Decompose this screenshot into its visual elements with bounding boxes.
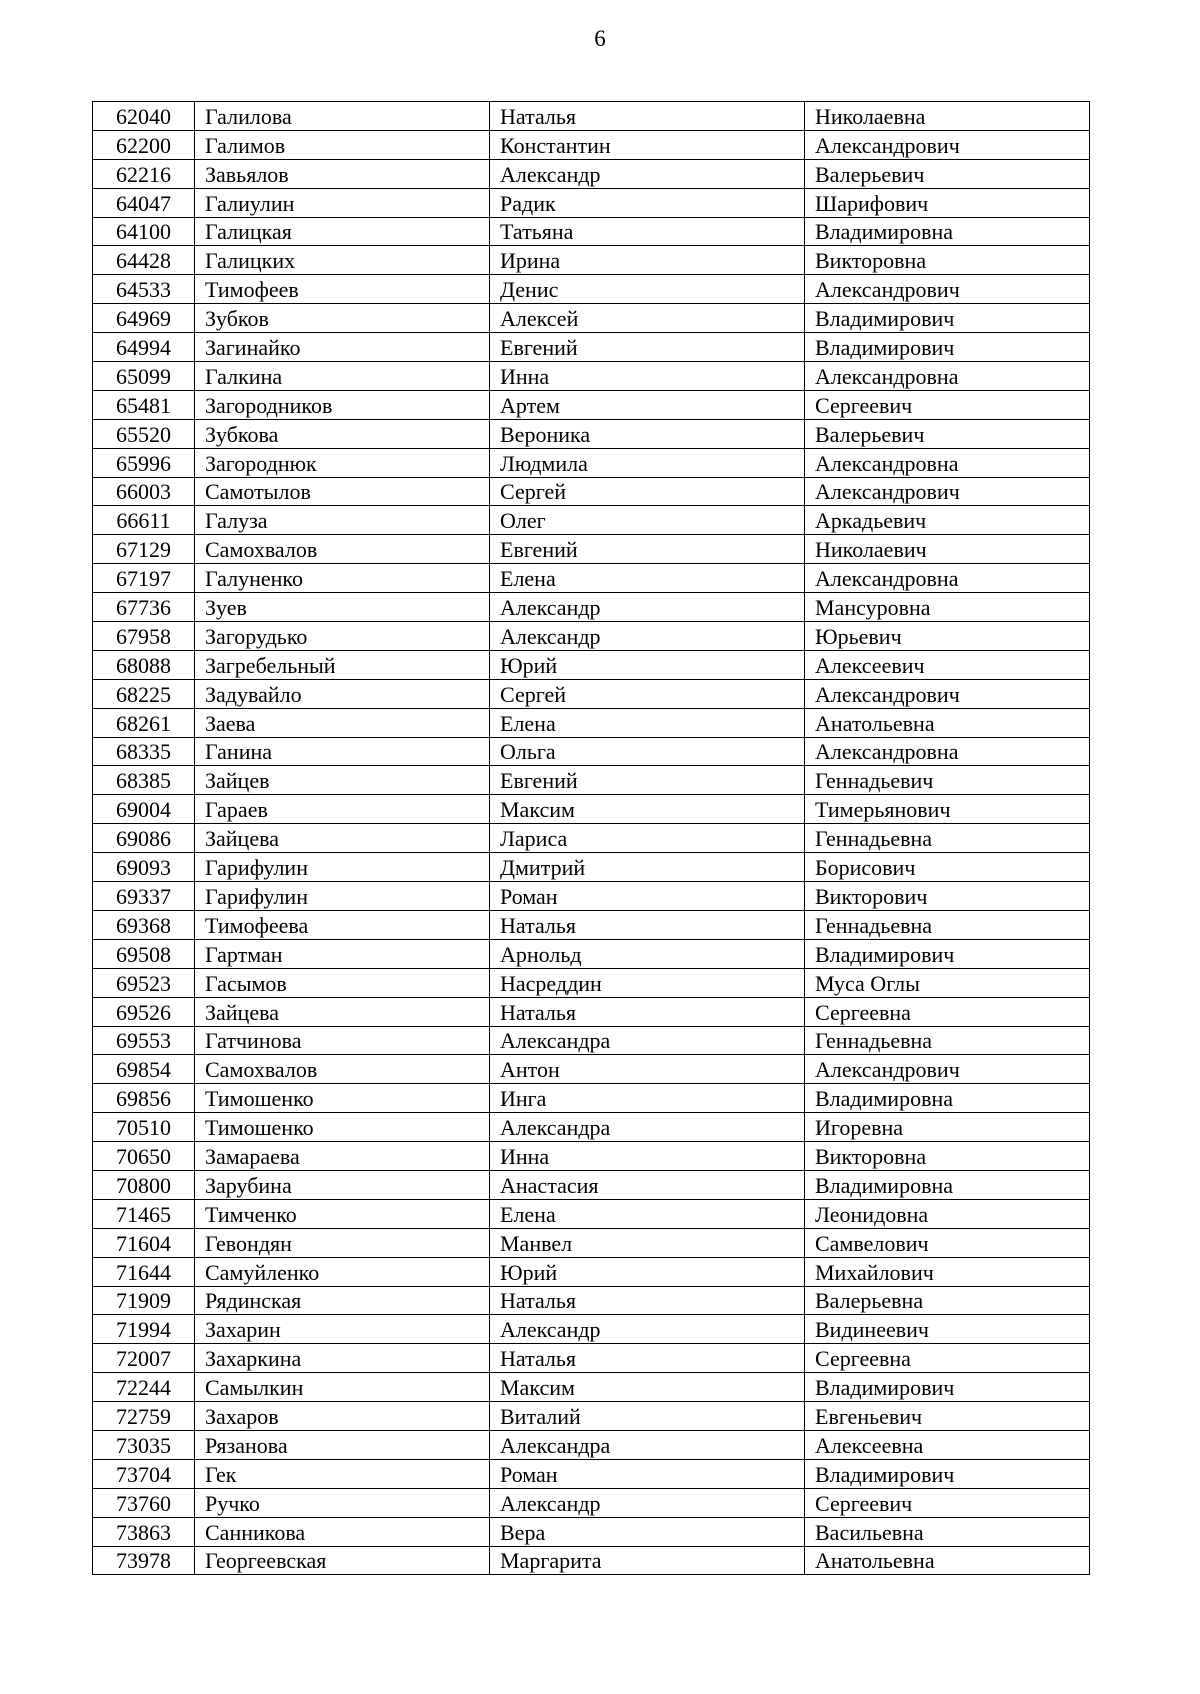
surname-cell: Зайцева [195,997,490,1026]
patronymic-cell: Владимирович [805,304,1090,333]
patronymic-cell: Александрович [805,130,1090,159]
table-row [93,304,1090,333]
id-cell: 67197 [93,564,195,593]
table-row [93,1026,1090,1055]
patronymic-cell: Владимировна [805,217,1090,246]
patronymic-cell: Сергеевна [805,997,1090,1026]
id-cell: 69854 [93,1055,195,1084]
first-name-cell: Инна [490,1142,805,1171]
patronymic-cell: Шарифович [805,188,1090,217]
surname-cell: Санникова [195,1517,490,1546]
id-cell: 69553 [93,1026,195,1055]
first-name-cell: Елена [490,1199,805,1228]
first-name-cell: Людмила [490,448,805,477]
id-cell: 69086 [93,824,195,853]
surname-cell: Галицких [195,246,490,275]
id-cell: 64047 [93,188,195,217]
patronymic-cell: Мансуровна [805,593,1090,622]
id-cell: 71465 [93,1199,195,1228]
table-row [93,939,1090,968]
table-row [93,1344,1090,1373]
patronymic-cell: Леонидовна [805,1199,1090,1228]
first-name-cell: Александр [490,1315,805,1344]
table-row [93,159,1090,188]
first-name-cell: Татьяна [490,217,805,246]
patronymic-cell: Михайлович [805,1257,1090,1286]
patronymic-cell: Игоревна [805,1113,1090,1142]
surname-cell: Зайцева [195,824,490,853]
surname-cell: Захаркина [195,1344,490,1373]
id-cell: 67736 [93,593,195,622]
table-row [93,1488,1090,1517]
first-name-cell: Сергей [490,679,805,708]
id-cell: 72759 [93,1402,195,1431]
patronymic-cell: Тимерьянович [805,795,1090,824]
first-name-cell: Ирина [490,246,805,275]
surname-cell: Галуненко [195,564,490,593]
table-row [93,1055,1090,1084]
id-cell: 65520 [93,419,195,448]
table-row [93,1373,1090,1402]
table-row [93,593,1090,622]
first-name-cell: Сергей [490,477,805,506]
id-cell: 66611 [93,506,195,535]
table-row [93,246,1090,275]
id-cell: 66003 [93,477,195,506]
surname-cell: Тимошенко [195,1084,490,1113]
table-row [93,1459,1090,1488]
first-name-cell: Константин [490,130,805,159]
table-row [93,1402,1090,1431]
first-name-cell: Максим [490,1373,805,1402]
patronymic-cell: Александрович [805,477,1090,506]
first-name-cell: Денис [490,275,805,304]
first-name-cell: Радик [490,188,805,217]
first-name-cell: Наталья [490,910,805,939]
patronymic-cell: Борисович [805,853,1090,882]
id-cell: 62040 [93,102,195,131]
patronymic-cell: Видинеевич [805,1315,1090,1344]
id-cell: 71644 [93,1257,195,1286]
first-name-cell: Елена [490,708,805,737]
first-name-cell: Александра [490,1430,805,1459]
patronymic-cell: Александровна [805,362,1090,391]
patronymic-cell: Викторовна [805,246,1090,275]
first-name-cell: Дмитрий [490,853,805,882]
surname-cell: Зарубина [195,1170,490,1199]
table-row [93,130,1090,159]
table-row [93,737,1090,766]
id-cell: 64994 [93,333,195,362]
id-cell: 68385 [93,766,195,795]
id-cell: 69368 [93,910,195,939]
table-row [93,708,1090,737]
patronymic-cell: Аркадьевич [805,506,1090,535]
table-row [93,362,1090,391]
id-cell: 67958 [93,622,195,651]
surname-cell: Гарифулин [195,853,490,882]
table-row [93,333,1090,362]
id-cell: 68261 [93,708,195,737]
table-row [93,1113,1090,1142]
patronymic-cell: Александрович [805,679,1090,708]
first-name-cell: Роман [490,1459,805,1488]
first-name-cell: Наталья [490,997,805,1026]
id-cell: 72244 [93,1373,195,1402]
table-row [93,997,1090,1026]
surname-cell: Заева [195,708,490,737]
id-cell: 68225 [93,679,195,708]
first-name-cell: Евгений [490,535,805,564]
surname-cell: Загорудько [195,622,490,651]
table-row [93,1084,1090,1113]
surname-cell: Зубков [195,304,490,333]
first-name-cell: Роман [490,882,805,911]
first-name-cell: Вера [490,1517,805,1546]
table-row [93,275,1090,304]
table-row [93,448,1090,477]
surname-cell: Захаров [195,1402,490,1431]
patronymic-cell: Сергеевич [805,1488,1090,1517]
table-row [93,477,1090,506]
surname-cell: Рядинская [195,1286,490,1315]
first-name-cell: Маргарита [490,1546,805,1575]
patronymic-cell: Геннадьевич [805,766,1090,795]
surname-cell: Зубкова [195,419,490,448]
patronymic-cell: Юрьевич [805,622,1090,651]
surname-cell: Галиулин [195,188,490,217]
table-row [93,1546,1090,1575]
id-cell: 67129 [93,535,195,564]
patronymic-cell: Валерьевич [805,419,1090,448]
table-row [93,506,1090,535]
first-name-cell: Евгений [490,333,805,362]
id-cell: 73760 [93,1488,195,1517]
first-name-cell: Антон [490,1055,805,1084]
id-cell: 65996 [93,448,195,477]
patronymic-cell: Геннадьевна [805,910,1090,939]
table-row [93,188,1090,217]
surname-cell: Гевондян [195,1228,490,1257]
id-cell: 64100 [93,217,195,246]
id-cell: 69523 [93,968,195,997]
table-row [93,1517,1090,1546]
first-name-cell: Вероника [490,419,805,448]
id-cell: 70800 [93,1170,195,1199]
id-cell: 64428 [93,246,195,275]
table-row [93,102,1090,131]
first-name-cell: Наталья [490,1344,805,1373]
table-row [93,1142,1090,1171]
first-name-cell: Инна [490,362,805,391]
id-cell: 62200 [93,130,195,159]
surname-cell: Гарифулин [195,882,490,911]
patronymic-cell: Владимирович [805,1459,1090,1488]
first-name-cell: Юрий [490,1257,805,1286]
patronymic-cell: Евгеньевич [805,1402,1090,1431]
surname-cell: Загородников [195,390,490,419]
patronymic-cell: Анатольевна [805,708,1090,737]
first-name-cell: Манвел [490,1228,805,1257]
id-cell: 71994 [93,1315,195,1344]
id-cell: 73863 [93,1517,195,1546]
patronymic-cell: Владимирович [805,1373,1090,1402]
surname-cell: Самылкин [195,1373,490,1402]
first-name-cell: Алексей [490,304,805,333]
first-name-cell: Александра [490,1026,805,1055]
table-row [93,1286,1090,1315]
patronymic-cell: Александрович [805,1055,1090,1084]
surname-cell: Тимошенко [195,1113,490,1142]
first-name-cell: Насреддин [490,968,805,997]
roster-table [92,101,1090,1575]
surname-cell: Георгеевская [195,1546,490,1575]
patronymic-cell: Николаевич [805,535,1090,564]
first-name-cell: Артем [490,390,805,419]
patronymic-cell: Геннадьевна [805,1026,1090,1055]
table-row [93,795,1090,824]
patronymic-cell: Владимировна [805,1170,1090,1199]
patronymic-cell: Васильевна [805,1517,1090,1546]
first-name-cell: Инга [490,1084,805,1113]
id-cell: 68088 [93,650,195,679]
roster-body [93,102,1090,1575]
surname-cell: Галилова [195,102,490,131]
first-name-cell: Евгений [490,766,805,795]
id-cell: 70650 [93,1142,195,1171]
table-row [93,853,1090,882]
surname-cell: Самотылов [195,477,490,506]
id-cell: 62216 [93,159,195,188]
patronymic-cell: Геннадьевна [805,824,1090,853]
patronymic-cell: Викторович [805,882,1090,911]
id-cell: 65099 [93,362,195,391]
surname-cell: Гартман [195,939,490,968]
first-name-cell: Анастасия [490,1170,805,1199]
id-cell: 64969 [93,304,195,333]
patronymic-cell: Владимировна [805,1084,1090,1113]
surname-cell: Зайцев [195,766,490,795]
surname-cell: Замараева [195,1142,490,1171]
surname-cell: Самуйленко [195,1257,490,1286]
first-name-cell: Лариса [490,824,805,853]
first-name-cell: Юрий [490,650,805,679]
patronymic-cell: Сергеевич [805,390,1090,419]
table-row [93,910,1090,939]
surname-cell: Галимов [195,130,490,159]
surname-cell: Тимофеева [195,910,490,939]
patronymic-cell: Алексеевич [805,650,1090,679]
page-number: 6 [594,26,606,51]
table-row [93,766,1090,795]
patronymic-cell: Александровна [805,564,1090,593]
table-row [93,535,1090,564]
id-cell: 69508 [93,939,195,968]
surname-cell: Загребельный [195,650,490,679]
patronymic-cell: Муса Оглы [805,968,1090,997]
table-row [93,1430,1090,1459]
first-name-cell: Александр [490,622,805,651]
table-row [93,1315,1090,1344]
surname-cell: Галкина [195,362,490,391]
surname-cell: Задувайло [195,679,490,708]
id-cell: 71604 [93,1228,195,1257]
patronymic-cell: Александрович [805,275,1090,304]
surname-cell: Ручко [195,1488,490,1517]
surname-cell: Гатчинова [195,1026,490,1055]
first-name-cell: Елена [490,564,805,593]
patronymic-cell: Александровна [805,737,1090,766]
table-row [93,1170,1090,1199]
surname-cell: Захарин [195,1315,490,1344]
id-cell: 72007 [93,1344,195,1373]
id-cell: 73978 [93,1546,195,1575]
table-row [93,1257,1090,1286]
surname-cell: Загинайко [195,333,490,362]
table-row [93,622,1090,651]
id-cell: 71909 [93,1286,195,1315]
surname-cell: Галицкая [195,217,490,246]
id-cell: 69093 [93,853,195,882]
surname-cell: Ганина [195,737,490,766]
id-cell: 68335 [93,737,195,766]
first-name-cell: Наталья [490,102,805,131]
patronymic-cell: Валерьевна [805,1286,1090,1315]
id-cell: 69337 [93,882,195,911]
id-cell: 69856 [93,1084,195,1113]
patronymic-cell: Самвелович [805,1228,1090,1257]
first-name-cell: Арнольд [490,939,805,968]
table-row [93,390,1090,419]
patronymic-cell: Викторовна [805,1142,1090,1171]
id-cell: 69004 [93,795,195,824]
table-row [93,882,1090,911]
table-row [93,824,1090,853]
id-cell: 65481 [93,390,195,419]
first-name-cell: Александр [490,159,805,188]
id-cell: 69526 [93,997,195,1026]
surname-cell: Галуза [195,506,490,535]
id-cell: 64533 [93,275,195,304]
patronymic-cell: Сергеевна [805,1344,1090,1373]
surname-cell: Самохвалов [195,535,490,564]
first-name-cell: Максим [490,795,805,824]
surname-cell: Тимофеев [195,275,490,304]
surname-cell: Гек [195,1459,490,1488]
first-name-cell: Ольга [490,737,805,766]
first-name-cell: Александра [490,1113,805,1142]
table-row [93,679,1090,708]
id-cell: 70510 [93,1113,195,1142]
id-cell: 73035 [93,1430,195,1459]
first-name-cell: Александр [490,593,805,622]
first-name-cell: Олег [490,506,805,535]
surname-cell: Тимченко [195,1199,490,1228]
patronymic-cell: Владимирович [805,939,1090,968]
surname-cell: Завьялов [195,159,490,188]
surname-cell: Загороднюк [195,448,490,477]
first-name-cell: Наталья [490,1286,805,1315]
patronymic-cell: Николаевна [805,102,1090,131]
table-row [93,650,1090,679]
table-row [93,564,1090,593]
first-name-cell: Виталий [490,1402,805,1431]
surname-cell: Гасымов [195,968,490,997]
table-row [93,419,1090,448]
surname-cell: Гараев [195,795,490,824]
patronymic-cell: Александровна [805,448,1090,477]
id-cell: 73704 [93,1459,195,1488]
table-row [93,1228,1090,1257]
surname-cell: Зуев [195,593,490,622]
surname-cell: Самохвалов [195,1055,490,1084]
table-row [93,968,1090,997]
surname-cell: Рязанова [195,1430,490,1459]
table-row [93,1199,1090,1228]
table-row [93,217,1090,246]
patronymic-cell: Владимирович [805,333,1090,362]
patronymic-cell: Алексеевна [805,1430,1090,1459]
patronymic-cell: Валерьевич [805,159,1090,188]
patronymic-cell: Анатольевна [805,1546,1090,1575]
first-name-cell: Александр [490,1488,805,1517]
